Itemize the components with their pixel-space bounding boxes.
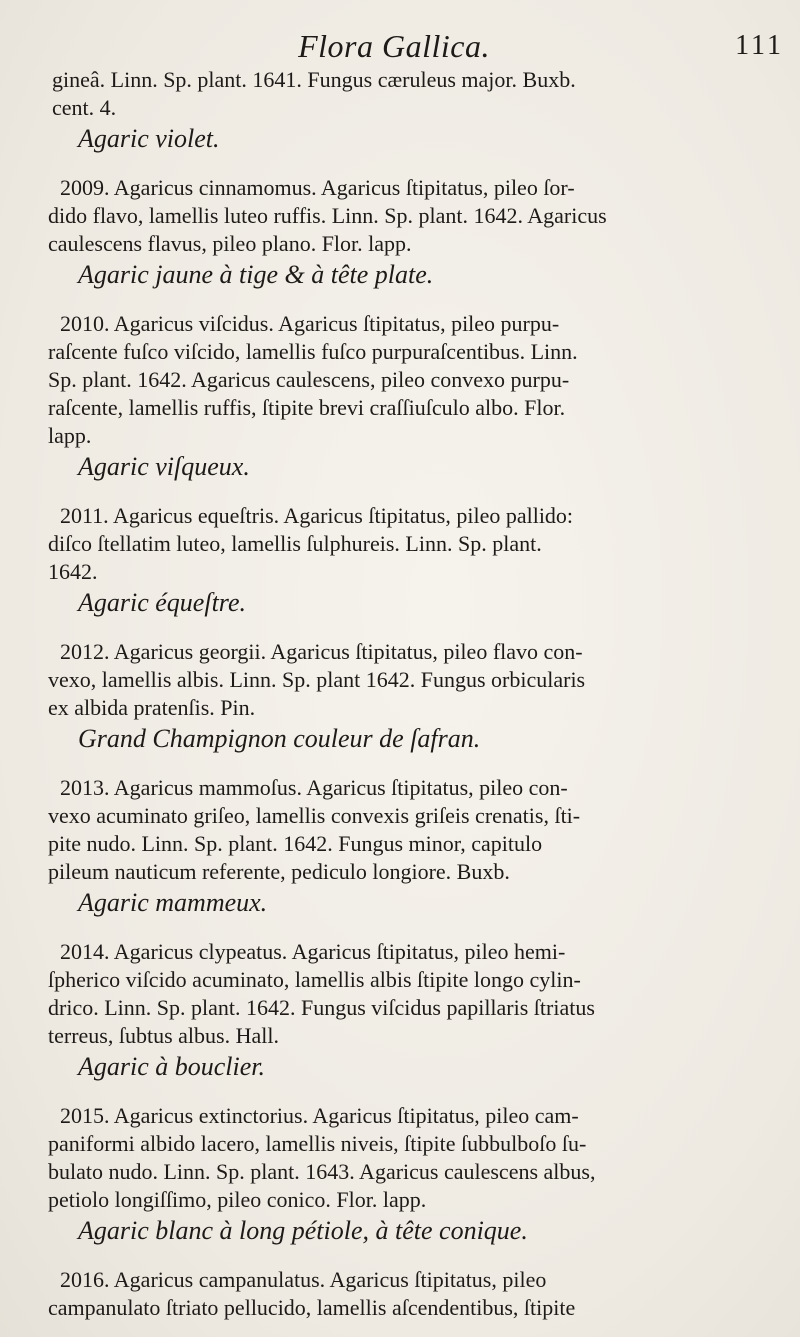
common-name: Agaric équeſtre. [78, 588, 246, 617]
entry-2011 [48, 502, 740, 620]
text-line: vexo acuminato griſeo, lamellis convexis griſeis crenatis, ſti- [48, 803, 581, 828]
text-line: cent. 4. [52, 95, 117, 120]
entry-2012 [48, 638, 740, 756]
text-line: caulescens flavus, pileo plano. Flor. lapp. [48, 231, 412, 256]
text-line: 2012. Agaricus georgii. Agaricus ſtipitatus, pileo flavo con- [60, 639, 583, 664]
text-line: diſco ſtellatim luteo, lamellis ſulphureis. Linn. Sp. plant. [48, 531, 542, 556]
common-name: Agaric blanc à long pétiole, à tête conique. [78, 1216, 528, 1245]
text-line: 2016. Agaricus campanulatus. Agaricus ſtipitatus, pileo [60, 1267, 547, 1292]
text-line: 2014. Agaricus clypeatus. Agaricus ſtipitatus, pileo hemi- [60, 939, 566, 964]
page-number: 111 [735, 30, 784, 61]
continued-entry [48, 66, 740, 156]
common-name: Agaric jaune à tige & à tête plate. [78, 260, 434, 289]
text-line: petiolo longiſſimo, pileo conico. Flor. lapp. [48, 1187, 427, 1212]
text-line: pileum nauticum referente, pediculo longiore. Buxb. [48, 859, 510, 884]
text-line: drico. Linn. Sp. plant. 1642. Fungus viſcidus papillaris ſtriatus [48, 995, 595, 1020]
entry-2010 [48, 310, 740, 484]
text-line: 2013. Agaricus mammoſus. Agaricus ſtipitatus, pileo con- [60, 775, 568, 800]
running-title: Flora Gallica. [298, 28, 490, 64]
text-line: gineâ. Linn. Sp. plant. 1641. Fungus cæruleus major. Buxb. [52, 67, 576, 92]
text-line: 2010. Agaricus viſcidus. Agaricus ſtipitatus, pileo purpu- [60, 311, 560, 336]
common-name: Agaric à bouclier. [78, 1052, 266, 1081]
common-name: Agaric violet. [78, 124, 220, 153]
text-line: ex albida pratenſis. Pin. [48, 695, 256, 720]
text-line: 1642. [48, 559, 98, 584]
common-name: Agaric mammeux. [78, 888, 268, 917]
text-line: 2011. Agaricus equeſtris. Agaricus ſtipitatus, pileo pallido: [60, 503, 574, 528]
text-line: ſpherico viſcido acuminato, lamellis albis ſtipite longo cylin- [48, 967, 581, 992]
text-line: lapp. [48, 423, 92, 448]
text-line: pite nudo. Linn. Sp. plant. 1642. Fungus minor, capitulo [48, 831, 543, 856]
text-line: raſcente fuſco viſcido, lamellis fuſco purpuraſcentibus. Linn. [48, 339, 578, 364]
entry-2015 [48, 1102, 740, 1248]
entry-2016 [48, 1266, 740, 1322]
text-line: raſcente, lamellis ruffis, ſtipite brevi craſſiuſculo albo. Flor. [48, 395, 566, 420]
entry-2013 [48, 774, 740, 920]
text-line: bulato nudo. Linn. Sp. plant. 1643. Agaricus caulescens albus, [48, 1159, 596, 1184]
text-line: campanulato ſtriato pellucido, lamellis aſcendentibus, ſtipite [48, 1295, 576, 1320]
common-name: Agaric viſqueux. [78, 452, 250, 481]
page-header [48, 22, 784, 66]
text-line: vexo, lamellis albis. Linn. Sp. plant 1642. Fungus orbicularis [48, 667, 586, 692]
entry-2009 [48, 174, 740, 292]
text-line: Sp. plant. 1642. Agaricus caulescens, pileo convexo purpu- [48, 367, 570, 392]
common-name: Grand Champignon couleur de ſafran. [78, 724, 481, 753]
text-line: dido flavo, lamellis luteo ruffis. Linn. Sp. plant. 1642. Agaricus [48, 203, 607, 228]
text-line: 2009. Agaricus cinnamomus. Agaricus ſtipitatus, pileo ſor- [60, 175, 575, 200]
text-line: terreus, ſubtus albus. Hall. [48, 1023, 279, 1048]
text-line: 2015. Agaricus extinctorius. Agaricus ſtipitatus, pileo cam- [60, 1103, 579, 1128]
text-line: paniformi albido lacero, lamellis niveis, ſtipite ſubbulboſo ſu- [48, 1131, 587, 1156]
entry-2014 [48, 938, 740, 1084]
